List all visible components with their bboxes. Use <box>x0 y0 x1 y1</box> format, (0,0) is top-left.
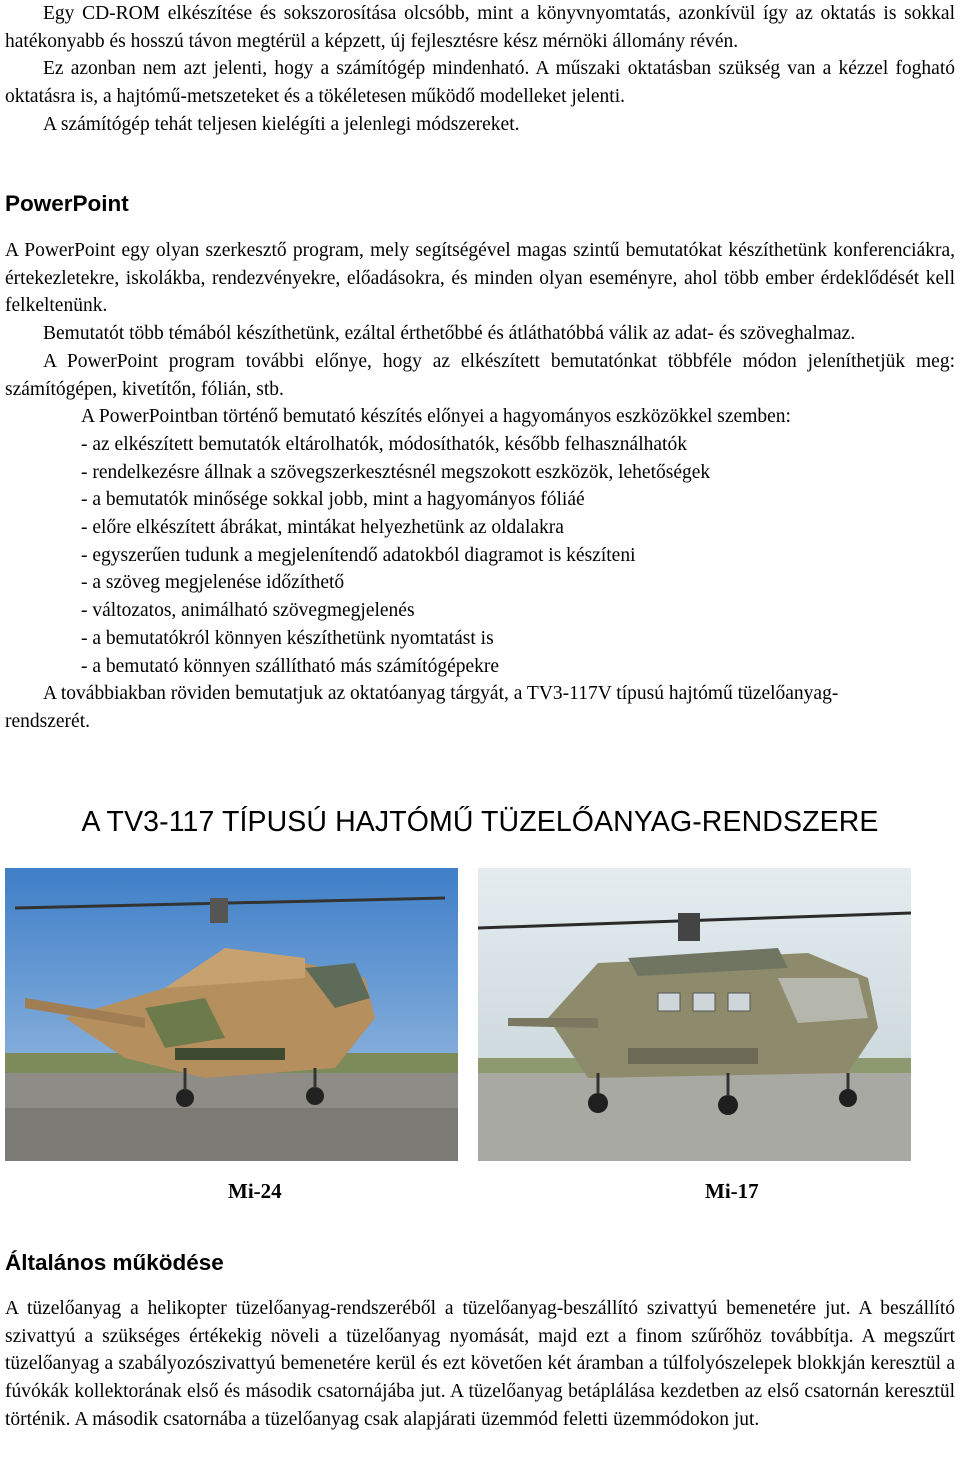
main-title: A TV3-117 TÍPUSÚ HAJTÓMŰ TÜZELŐANYAG-RENDSZERE <box>81 806 879 838</box>
powerpoint-heading: PowerPoint <box>5 191 129 216</box>
mi17-caption: Mi-17 <box>705 1179 759 1203</box>
intro-paragraph-2: Ez azonban nem azt jelenti, hogy a számítógép mindenható. A műszaki oktatásban szükség van a kézzel fogható oktatásra is, a hajtómű-metszeteket és a tökéletesen működő modelleket jelenti. <box>5 58 955 108</box>
list-item: - a bemutatókról könnyen készíthetünk nyomtatást is <box>81 627 494 649</box>
powerpoint-paragraph-3: A PowerPoint program további előnye, hogy az elkészített bemutatónkat többféle módon jeleníthetjük meg: számítógépen, kivetítőn, fólián, stb. <box>5 350 955 400</box>
list-item: - változatos, animálható szövegmegjelenés <box>81 600 415 622</box>
list-item: - a szöveg megjelenése időzíthető <box>81 572 345 594</box>
mi24-photo <box>5 868 458 1161</box>
mi17-helicopter-image <box>478 868 911 1161</box>
list-item: - rendelkezésre állnak a szövegszerkesztésnél megszokott eszközök, lehetőségek <box>81 461 711 483</box>
mi24-caption: Mi-24 <box>228 1179 282 1203</box>
general-heading: Általános működése <box>5 1250 224 1275</box>
intro-block <box>5 0 955 139</box>
mi17-photo <box>478 868 911 1161</box>
general-block <box>5 1295 955 1434</box>
powerpoint-block <box>5 237 955 736</box>
list-item: - egyszerűen tudunk a megjelenítendő adatokból diagramot is készíteni <box>81 544 636 566</box>
advantages-list <box>5 403 955 680</box>
list-item: - a bemutatók minősége sokkal jobb, mint a hagyományos fóliáé <box>81 489 585 511</box>
list-item: - a bemutató könnyen szállítható más számítógépekre <box>81 655 500 677</box>
intro-paragraph-3: A számítógép tehát teljesen kielégíti a jelenlegi módszereket. <box>43 113 520 135</box>
powerpoint-paragraph-2: Bemutatót több témából készíthetünk, ezáltal érthetőbbé és átláthatóbbá válik az adat- és szöveghalmaz. <box>43 323 856 345</box>
powerpoint-paragraph-1: A PowerPoint egy olyan szerkesztő program, mely segítségével magas szintű bemutatókat készíthetünk konferenciákra, értekezletekre, iskolákba, rendezvényekre, előadásokra, és minden olyan eseményre, ahol több ember érdeklődését kell felkeltenünk. <box>5 240 955 317</box>
list-item: - az elkészített bemutatók eltárolhatók, módosíthatók, később felhasználhatók <box>81 433 687 455</box>
mi24-helicopter-image <box>5 868 458 1161</box>
list-item: - előre elkészített ábrákat, mintákat helyezhetünk az oldalakra <box>81 517 564 539</box>
powerpoint-closing: A továbbiakban röviden bemutatjuk az oktatóanyag tárgyát, a TV3-117V típusú hajtómű tüzelőanyag-rendszerét. <box>5 683 839 732</box>
general-paragraph: A tüzelőanyag a helikopter tüzelőanyag-rendszeréből a tüzelőanyag-beszállító szivattyú bemenetére jut. A beszállító szivattyú a szükséges értékekig növeli a tüzelőanyag nyomását, majd ezt a finom szűrőhöz továbbítja. A megszűrt tüzelőanyag a szabályozószivattyú bemenetére kerül és ezt követően két áramban a túlfolyószelepek blokkján keresztül a fúvókák kollektorának első és második csatornájába jut. A tüzelőanyag betáplálása kezdetben az első csatornán keresztül történik. A második csatornába a tüzelőanyag csak alapjárati üzemmód feletti üzemmódokon jut. <box>5 1298 955 1430</box>
advantages-list-heading: A PowerPointban történő bemutató készítés előnyei a hagyományos eszközökkel szemben: <box>81 406 791 428</box>
intro-paragraph-1: Egy CD-ROM elkészítése és sokszorosítása olcsóbb, mint a könyvnyomtatás, azonkívül így az oktatás is sokkal hatékonyabb és hosszú távon megtérül a képzett, új fejlesztésre kész mérnöki állomány révén. <box>5 3 955 52</box>
